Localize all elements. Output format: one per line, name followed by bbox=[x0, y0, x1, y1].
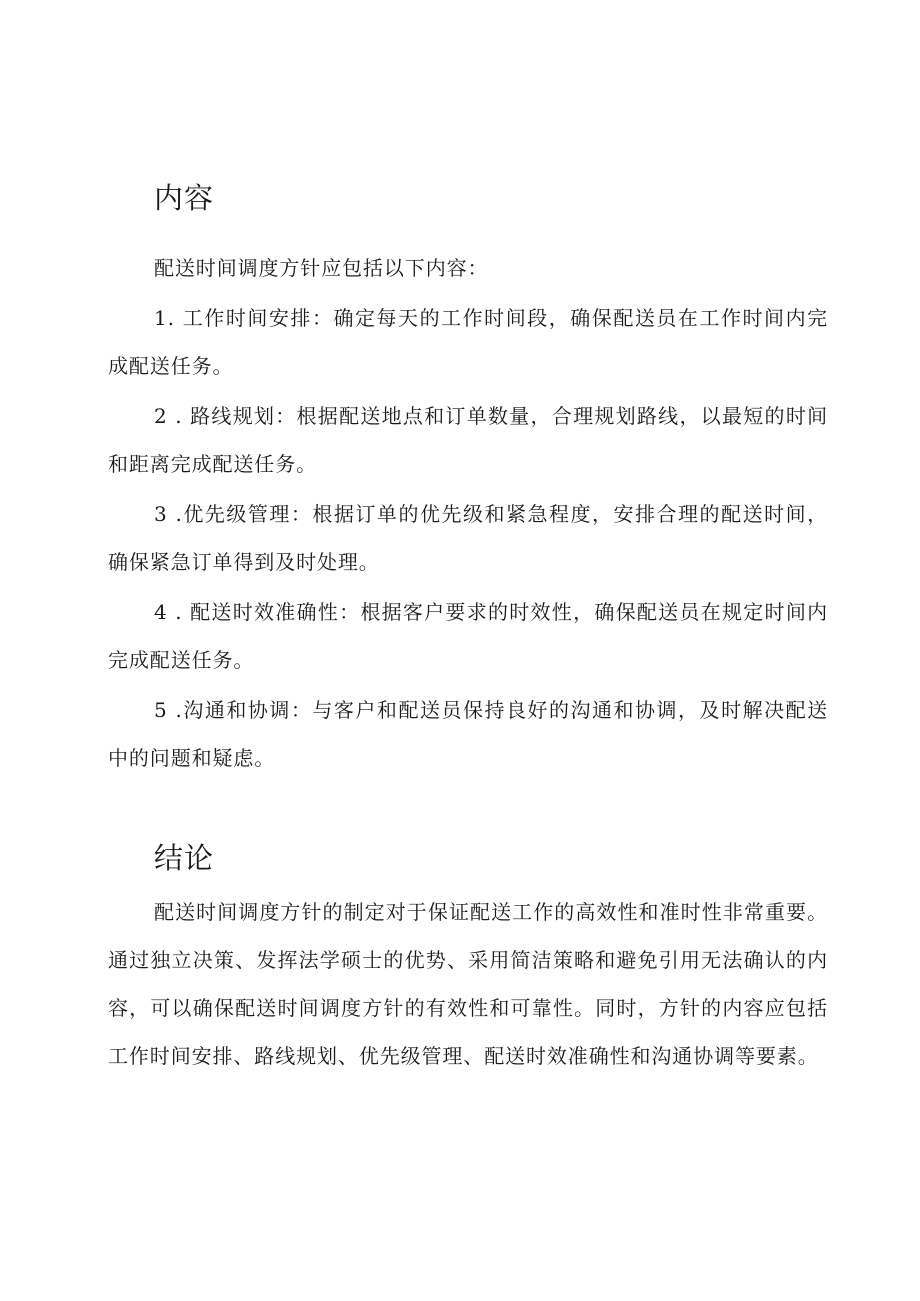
section-heading-conclusion: 结论 bbox=[154, 841, 215, 875]
content-intro: 配送时间调度方针应包括以下内容： bbox=[154, 256, 489, 280]
content-item-4: 4 . 配送时效准确性：根据客户要求的时效性，确保配送员在规定时间内完成配送任务。 bbox=[108, 600, 828, 672]
content-item-2: 2 . 路线规划：根据配送地点和订单数量，合理规划路线，以最短的时间和距离完成配送任务。 bbox=[108, 404, 828, 476]
content-item-3: 3 .优先级管理：根据订单的优先级和紧急程度，安排合理的配送时间，确保紧急订单得到及时处理。 bbox=[108, 502, 828, 574]
section-heading-content: 内容 bbox=[154, 181, 215, 215]
conclusion-body: 配送时间调度方针的制定对于保证配送工作的高效性和准时性非常重要。通过独立决策、发挥法学硕士的优势、采用简洁策略和避免引用无法确认的内容，可以确保配送时间调度方针的有效性和可靠性。同时，方针的内容应包括工作时间安排、路线规划、优先级管理、配送时效准确性和沟通协调等要素。 bbox=[108, 900, 828, 1068]
content-item-1: 1. 工作时间安排：确定每天的工作时间段，确保配送员在工作时间内完成配送任务。 bbox=[108, 306, 828, 378]
content-item-5: 5 .沟通和协调：与客户和配送员保持良好的沟通和协调，及时解决配送中的问题和疑虑。 bbox=[108, 698, 828, 770]
